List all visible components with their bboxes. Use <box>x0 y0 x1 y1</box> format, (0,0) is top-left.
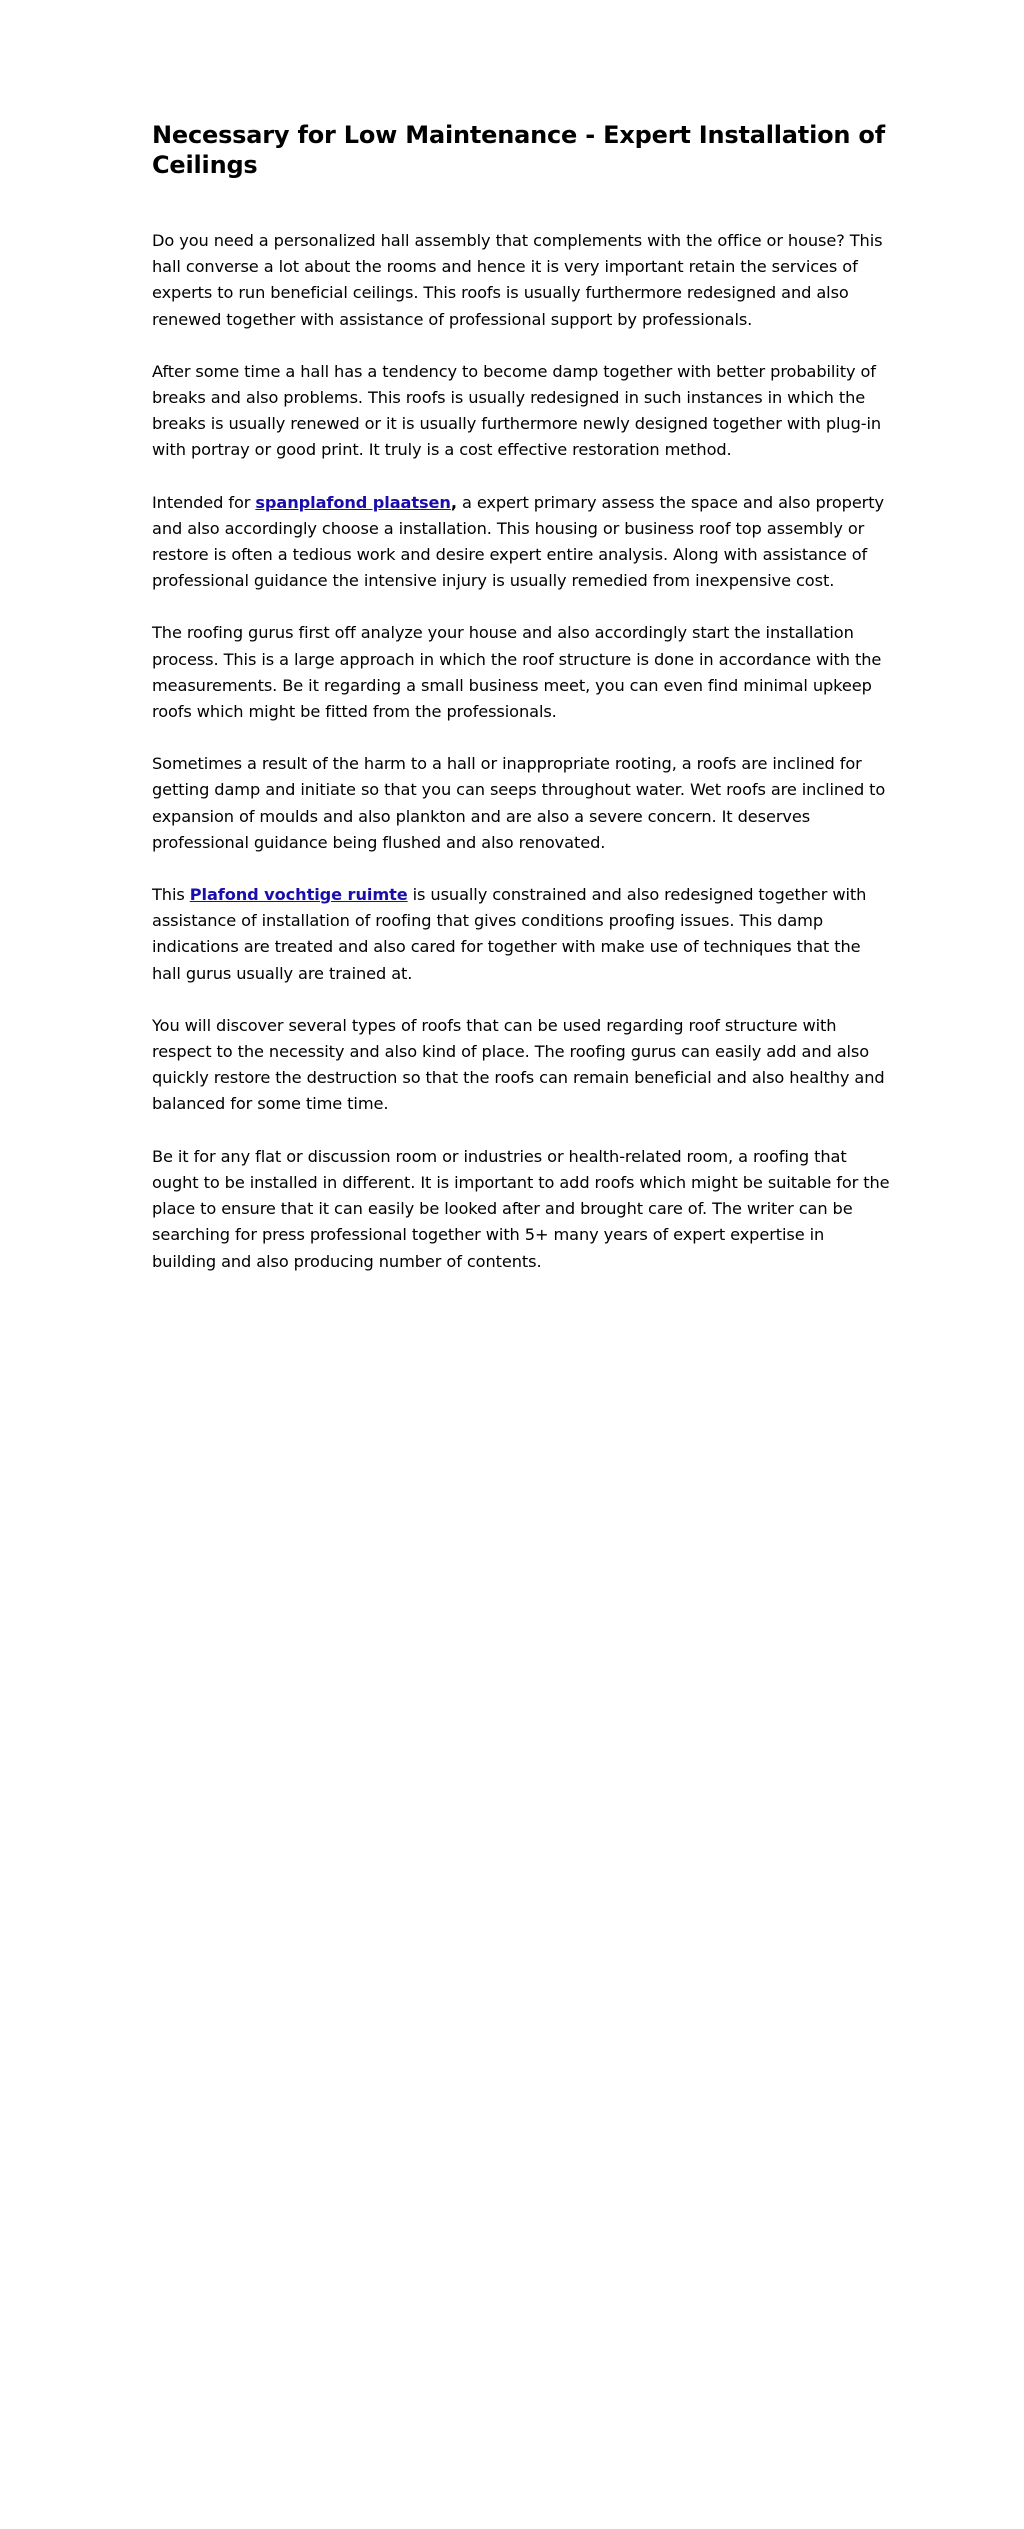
paragraph-6-prefix: This <box>152 885 190 905</box>
paragraph-1: Do you need a personalized hall assembly that complements with the office or house? This hall converse a lot about the rooms and hence it is very important retain the services of experts to run beneficial ceilings. This roofs is usually furthermore redesigned and also renewed together with assistance of professional support by professionals. <box>152 231 883 329</box>
document-page <box>152 120 892 1301</box>
paragraph-4: The roofing gurus first off analyze your house and also accordingly start the installation process. This is a large approach in which the roof structure is done in accordance with the measurements. Be it regarding a small business meet, you can even find minimal upkeep roofs which might be fitted from the professionals. <box>152 623 882 722</box>
document-title: Necessary for Low Maintenance - Expert Installation of Ceilings <box>152 121 885 179</box>
paragraph-3 <box>152 490 892 595</box>
paragraph-3-suffix: a expert primary assess the space and also property and also accordingly choose a installation. This housing or business roof top assembly or restore is often a tedious work and desire expert entire analysis. Along with assistance of professional guidance the intensive injury is usually remedied from inexpensive cost. <box>152 492 884 591</box>
spanplafond-plaatsen-link[interactable]: spanplafond plaatsen <box>255 492 451 512</box>
paragraph-5: Sometimes a result of the harm to a hall or inappropriate rooting, a roofs are inclined for getting damp and initiate so that you can seeps throughout water. Wet roofs are inclined to expansion of moulds and also plankton and are also a severe concern. It deserves professional guidance being flushed and also renovated. <box>152 754 886 852</box>
paragraph-7: You will discover several types of roofs that can be used regarding roof structure with respect to the necessity and also kind of place. The roofing gurus can easily add and also quickly restore the destruction so that the roofs can remain beneficial and also healthy and balanced for some time time. <box>152 1015 885 1114</box>
paragraph-2: After some time a hall has a tendency to become damp together with better probability of breaks and also problems. This roofs is usually redesigned in such instances in which the breaks is usually renewed or it is usually furthermore newly designed together with plug-in with portray or good print. It truly is a cost effective restoration method. <box>152 361 882 460</box>
paragraph-6 <box>152 882 892 987</box>
plafond-vochtige-ruimte-link[interactable]: Plafond vochtige ruimte <box>189 885 408 905</box>
paragraph-8: Be it for any flat or discussion room or industries or health-related room, a roofing that ought to be installed in different. It is important to add roofs which might be suitable for the place to ensure that it can easily be looked after and brought care of. The writer can be searching for press professional together with 5+ many years of expert expertise in building and also producing number of contents. <box>152 1146 890 1271</box>
paragraph-3-link-comma: , <box>450 492 457 512</box>
paragraph-6-suffix: is usually constrained and also redesigned together with assistance of installation of roofing that gives conditions proofing issues. This damp indications are treated and also cared for together with make use of techniques that the hall gurus usually are trained at. <box>152 885 867 983</box>
paragraph-3-prefix: Intended for <box>152 492 256 512</box>
